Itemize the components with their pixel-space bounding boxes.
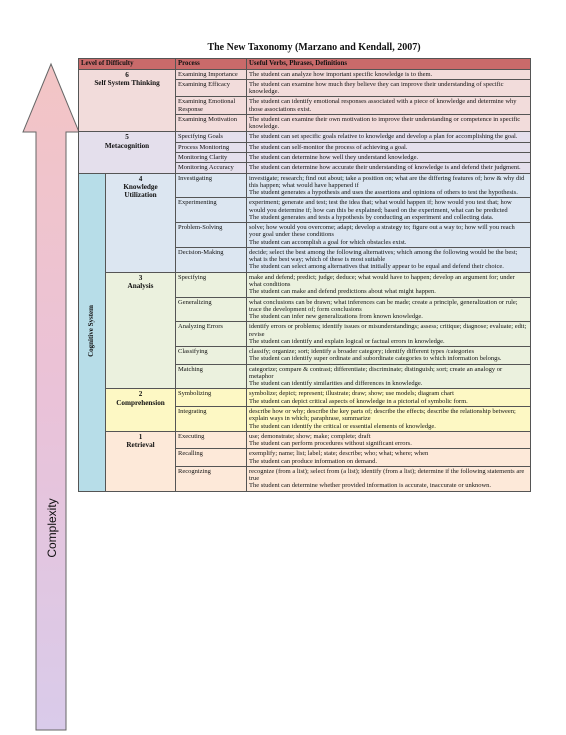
table-row bbox=[79, 389, 531, 407]
level-5-cell bbox=[79, 132, 176, 173]
definition-cell: make and defend; predict; judge; deduce; what would have to happen; develop an argument for; under what conditions The student can make and defend predictions about what might happen. bbox=[247, 272, 531, 297]
definition-cell: decide; select the best among the following alternatives; which among the following would be the best; what is the best way; which of these is most suitable The student can select among alternatives that initially appear to be equal and defend their choice. bbox=[247, 247, 531, 272]
definition-cell: recognize (from a list); select from (a list); identify (from a list); determine if the following statements are true The student can determine whether provided information is accurate, inaccurate or unknown. bbox=[247, 466, 531, 491]
definition-cell: identify errors or problems; identify issues or misunderstandings; assess; critique; diagnose; evaluate; edit; revise The student can identify and explain logical or factual errors in knowledge. bbox=[247, 322, 531, 347]
process-cell: Examining Importance bbox=[176, 69, 247, 79]
definition-cell: The student can determine how accurate their understanding of knowledge is and defend their judgment. bbox=[247, 163, 531, 173]
level-name: Self System Thinking bbox=[94, 78, 160, 87]
level-number: 5 bbox=[125, 133, 129, 142]
process-cell: Investigating bbox=[176, 173, 247, 198]
cognitive-system-label: Cognitive System bbox=[87, 304, 96, 357]
process-cell: Specifying bbox=[176, 272, 247, 297]
table-row bbox=[79, 132, 531, 142]
level-number: 4 bbox=[138, 174, 143, 183]
process-cell: Matching bbox=[176, 364, 247, 389]
level-name: Retrieval bbox=[126, 440, 155, 449]
taxonomy-table bbox=[78, 58, 531, 492]
table-header-row bbox=[79, 59, 531, 70]
definition-cell: classify; organize; sort; identify a broader category; identify different types /categories The student can identify super ordinate and subordinate categories to which information belongs. bbox=[247, 347, 531, 365]
level-number: 3 bbox=[138, 273, 143, 282]
level-name: Metacognition bbox=[104, 141, 150, 150]
process-cell: Decision-Making bbox=[176, 247, 247, 272]
definition-cell: solve; how would you overcome; adapt; develop a strategy to; figure out a way to; how will you reach your goal under these conditions The student can accomplish a goal for which obstacles exist. bbox=[247, 223, 531, 248]
level-name: Analysis bbox=[127, 281, 154, 290]
process-cell: Integrating bbox=[176, 406, 247, 431]
process-cell: Examining Efficacy bbox=[176, 79, 247, 97]
page-title: The New Taxonomy (Marzano and Kendall, 2007) bbox=[207, 42, 421, 53]
level-name: Knowledge Utilization bbox=[123, 182, 158, 199]
table-row bbox=[79, 69, 531, 79]
definition-cell: describe how or why; describe the key parts of; describe the effects; describe the relationship between; explain ways in which; paraphrase, summarize The student can identify the critical or essential elements of knowledge. bbox=[247, 406, 531, 431]
definition-cell: The student can examine how much they believe they can improve their understanding of specific knowledge. bbox=[247, 79, 531, 97]
process-cell: Specifying Goals bbox=[176, 132, 247, 142]
definition-cell: The student can determine how well they understand knowledge. bbox=[247, 153, 531, 163]
process-cell: Classifying bbox=[176, 347, 247, 365]
process-cell: Examining Emotional Response bbox=[176, 97, 247, 115]
level-number: 1 bbox=[138, 432, 143, 441]
level-number: 6 bbox=[125, 70, 129, 79]
table-row bbox=[79, 272, 531, 297]
definition-cell: categorize; compare & contrast; differentiate; discriminate; distinguish; sort; create an analogy or metaphor The student can identify similarities and differences in knowledge. bbox=[247, 364, 531, 389]
level-6-cell bbox=[79, 69, 176, 132]
process-cell: Problem-Solving bbox=[176, 223, 247, 248]
process-cell: Monitoring Clarity bbox=[176, 153, 247, 163]
definition-cell: investigate; research; find out about; take a position on; what are the differing features of; how & why did this happen; what would have happened if The student generates a hypothesis and uses the assertions and opinions of others to test the hypothesis. bbox=[247, 173, 531, 198]
process-cell: Recalling bbox=[176, 449, 247, 467]
definition-cell: The student can identify emotional responses associated with a piece of knowledge and determine why those associations exist. bbox=[247, 97, 531, 115]
process-cell: Symbolizing bbox=[176, 389, 247, 407]
definition-cell: The student can examine their own motivation to improve their understanding or competence in specific knowledge. bbox=[247, 114, 531, 132]
cognitive-system-band bbox=[79, 173, 106, 491]
table-row bbox=[79, 173, 531, 198]
complexity-label: Complexity bbox=[45, 498, 59, 558]
complexity-arrow-icon bbox=[20, 62, 82, 734]
definition-cell: exemplify; name; list; label; state; describe; who; what; where; when The student can produce information on demand. bbox=[247, 449, 531, 467]
header-process: Process bbox=[176, 59, 247, 70]
header-verbs: Useful Verbs, Phrases, Definitions bbox=[247, 59, 531, 70]
level-4-cell bbox=[106, 173, 176, 272]
process-cell: Recognizing bbox=[176, 466, 247, 491]
process-cell: Process Monitoring bbox=[176, 142, 247, 152]
header-level: Level of Difficulty bbox=[79, 59, 176, 70]
table-row bbox=[79, 431, 531, 449]
definition-cell: The student can self-monitor the process of achieving a goal. bbox=[247, 142, 531, 152]
process-cell: Executing bbox=[176, 431, 247, 449]
definition-cell: symbolize; depict; represent; illustrate; draw; show; use models; diagram chart The student can depict critical aspects of knowledge in a pictorial of symbolic form. bbox=[247, 389, 531, 407]
definition-cell: The student can analyze how important specific knowledge is to them. bbox=[247, 69, 531, 79]
definition-cell: what conclusions can be drawn; what inferences can be made; create a principle, generalization or rule; trace the development of; form conclusions The student can infer new generalizations from known knowledge. bbox=[247, 297, 531, 322]
process-cell: Analyzing Errors bbox=[176, 322, 247, 347]
process-cell: Generalizing bbox=[176, 297, 247, 322]
definition-cell: experiment; generate and test; test the idea that; what would happen if; how would you test that; how would you determine if; how can this be explained; based on the experiment, what can be predicted The student generates and tests a hypothesis by conducting an experiment and collecting data. bbox=[247, 198, 531, 223]
level-2-cell bbox=[106, 389, 176, 431]
definition-cell: use; demonstrate; show; make; complete; draft The student can perform procedures without significant errors. bbox=[247, 431, 531, 449]
level-1-cell bbox=[106, 431, 176, 491]
process-cell: Experimenting bbox=[176, 198, 247, 223]
level-number: 2 bbox=[138, 390, 143, 399]
process-cell: Monitoring Accuracy bbox=[176, 163, 247, 173]
level-name: Comprehension bbox=[116, 398, 165, 407]
definition-cell: The student can set specific goals relative to knowledge and develop a plan for accomplishing the goal. bbox=[247, 132, 531, 142]
process-cell: Examining Motivation bbox=[176, 114, 247, 132]
level-3-cell bbox=[106, 272, 176, 389]
